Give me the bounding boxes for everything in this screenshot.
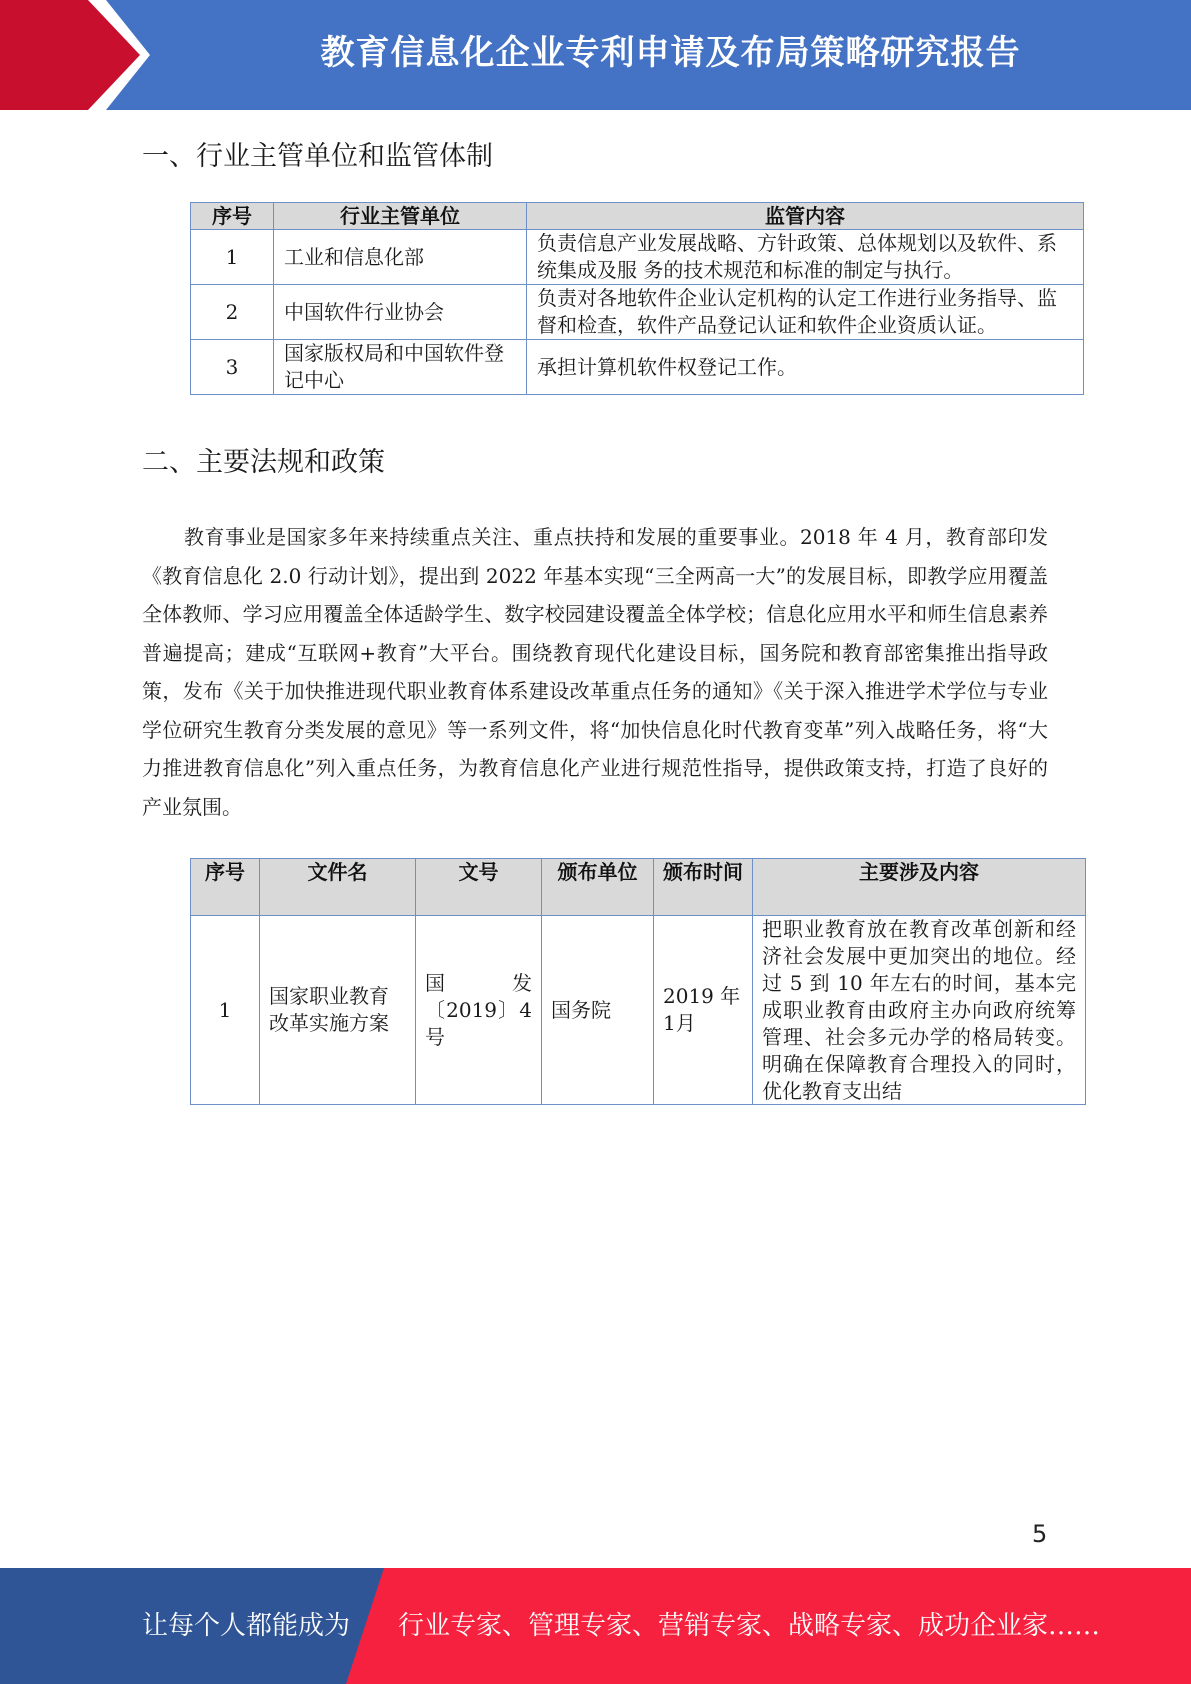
col-header-unit: 行业主管单位 [274, 203, 527, 230]
row-date: 2019 年 1月 [654, 916, 753, 1105]
row-unit: 工业和信息化部 [274, 230, 527, 285]
row-unit: 中国软件行业协会 [274, 285, 527, 340]
footer-slogan-right: 行业专家、管理专家、营销专家、战略专家、成功企业家…… [398, 1611, 1101, 1641]
row-no: 1 [191, 916, 260, 1105]
row-issuer: 国务院 [542, 916, 654, 1105]
row-content: 负责对各地软件企业认定机构的认定工作进行业务指导、监督和检查，软件产品登记认证和软件企业资质认证。 [527, 285, 1084, 340]
regulators-table [190, 202, 1084, 395]
row-content [753, 916, 1086, 1105]
table-row [191, 230, 1084, 285]
table-row [191, 916, 1086, 1105]
row-doc-no: 国 发〔2019〕4 号 [416, 916, 542, 1105]
col-header-issuer: 颁布单位 [542, 859, 654, 916]
table-row [191, 340, 1084, 395]
col-header-date: 颁布时间 [654, 859, 753, 916]
policy-documents-table [190, 858, 1086, 1105]
policy-paragraph: 教育事业是国家多年来持续重点关注、重点扶持和发展的重要事业。2018 年 4 月，教育部印发《教育信息化 2.0 行动计划》，提出到 2022 年基本实现“三全两高一大”的发展目标，即教学应用覆盖全体教师、学习应用覆盖全体适龄学生、数字校园建设覆盖全体学校；信息化应用水平和师生信息素养普遍提高；建成“互联网+教育”大平台。围绕教育现代化建设目标，国务院和教育部密集推出指导政策，发布《关于加快推进现代职业教育体系建设改革重点任务的通知》《关于深入推进学术学位与专业学位研究生教育分类发展的意见》等一系列文件，将“加快信息化时代教育变革”列入战略任务，将“大力推进教育信息化”列入重点任务，为教育信息化产业进行规范性指导，提供政策支持，打造了良好的产业氛围。 [142, 525, 1048, 819]
footer-banner [0, 1568, 1191, 1684]
table-header-row [191, 859, 1086, 916]
footer-slogan-left: 让每个人都能成为 [142, 1611, 351, 1641]
row-content-text: 把职业教育放在教育改革创新和经济社会发展中更加突出的地位。经过 5 到 10 年左右的时间，基本完成职业教育由政府主办向政府统筹管理、社会多元办学的格局转变。明确在保障教育合理投入的同时，优化教育支出结 [762, 917, 1076, 1103]
page-number: 5 [1032, 1520, 1048, 1548]
col-header-content: 主要涉及内容 [753, 859, 1086, 916]
section-heading-policies: 二、主要法规和政策 [142, 447, 385, 478]
row-no: 1 [191, 230, 274, 285]
table-header-row [191, 203, 1084, 230]
row-content: 承担计算机软件权登记工作。 [527, 340, 1084, 395]
col-header-name: 文件名 [260, 859, 416, 916]
header-banner [0, 0, 1191, 110]
table-row [191, 285, 1084, 340]
section-heading-regulators: 一、行业主管单位和监管体制 [142, 141, 493, 172]
col-header-no: 序号 [191, 859, 260, 916]
col-header-doc-no: 文号 [416, 859, 542, 916]
col-header-no: 序号 [191, 203, 274, 230]
col-header-content: 监管内容 [527, 203, 1084, 230]
row-no: 3 [191, 340, 274, 395]
report-title: 教育信息化企业专利申请及布局策略研究报告 [320, 33, 1021, 73]
row-content: 负责信息产业发展战略、方针政策、总体规划以及软件、系统集成及服 务的技术规范和标准的制定与执行。 [527, 230, 1084, 285]
row-no: 2 [191, 285, 274, 340]
row-unit: 国家版权局和中国软件登记中心 [274, 340, 527, 395]
row-name: 国家职业教育改革实施方案 [260, 916, 416, 1105]
